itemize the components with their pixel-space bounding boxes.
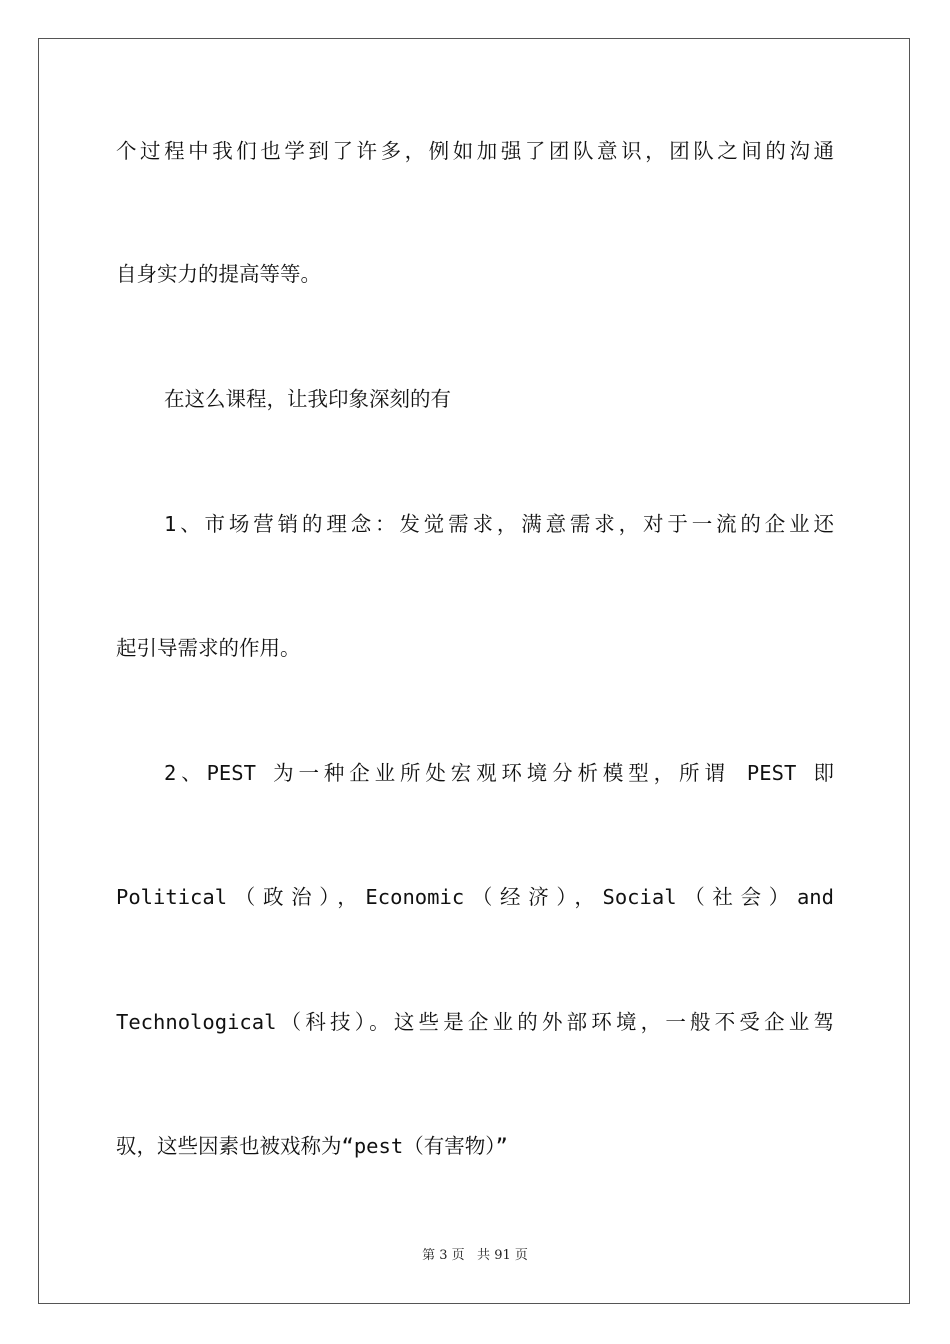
body-text-line-8: Technological（科技）。这些是企业的外部环境，一般不受企业驾	[116, 1010, 834, 1034]
body-text-line-4: 1、市场营销的理念：发觉需求，满意需求，对于一流的企业还	[164, 512, 834, 536]
body-text-line-7: Political（政治），Economic（经济），Social（社会）and	[116, 885, 834, 909]
body-text-line-6: 2、PEST 为一种企业所处宏观环境分析模型，所谓 PEST 即	[164, 761, 834, 785]
body-text-line-5: 起引导需求的作用。	[116, 636, 301, 660]
page-number-footer: 第 3 页 共 91 页	[422, 1248, 528, 1263]
body-text-line-3: 在这么课程，让我印象深刻的有	[164, 387, 451, 411]
body-text-line-1: 个过程中我们也学到了许多，例如加强了团队意识，团队之间的沟通	[116, 139, 834, 163]
body-text-line-9: 驭，这些因素也被戏称为“pest（有害物）”	[116, 1134, 508, 1158]
page-border	[38, 38, 910, 1304]
body-text-line-2: 自身实力的提高等等。	[116, 262, 321, 286]
